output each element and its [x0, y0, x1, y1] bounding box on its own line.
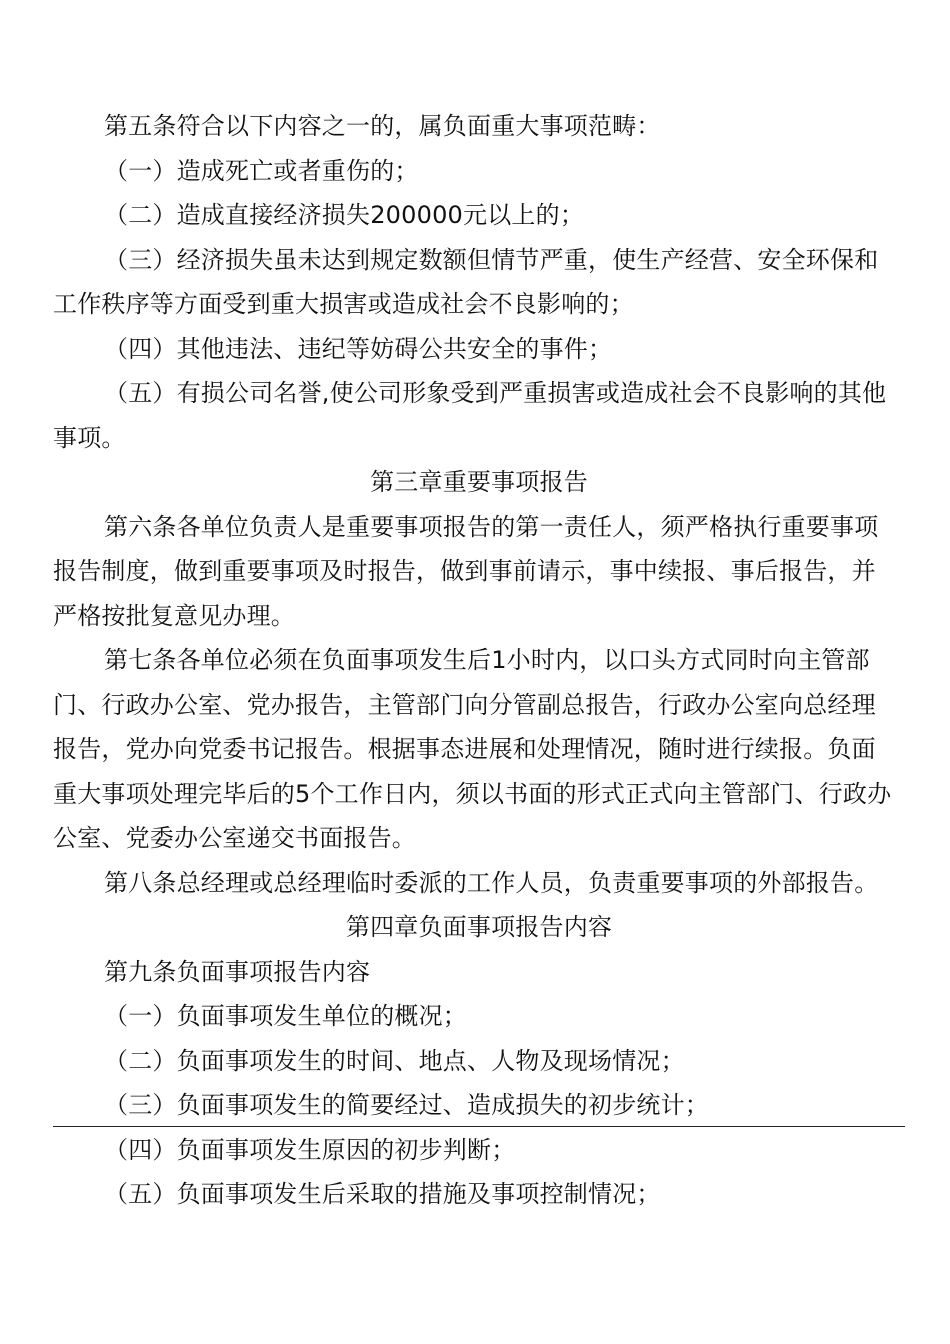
chapter4-heading: 第四章负面事项报告内容 [345, 913, 613, 941]
article5-item4: （四）其他违法、违纪等妨碍公共安全的事件； [104, 334, 613, 363]
article9-item4: （四）负面事项发生原因的初步判断； [104, 1135, 516, 1164]
horizontal-rule [53, 1126, 905, 1127]
article5-item5-line2: 事项。 [53, 423, 126, 452]
document-body [53, 104, 905, 1217]
article9-item1: （一）负面事项发生单位的概况； [104, 1002, 467, 1030]
article6-line2: 报告制度，做到重要事项及时报告，做到事前请示，事中续报、事后报告，并 [53, 557, 876, 585]
article9-item3: （三）负面事项发生的简要经过、造成损失的初步统计； [104, 1091, 709, 1119]
article6-line1: 第六条各单位负责人是重要事项报告的第一责任人，须严格执行重要事项 [104, 512, 879, 541]
article6-line3: 严格按批复意见办理。 [53, 601, 295, 630]
article8-line1: 第八条总经理或总经理临时委派的工作人员，负责重要事项的外部报告。 [104, 868, 879, 897]
article9-item5: （五）负面事项发生后采取的措施及事项控制情况； [104, 1180, 661, 1208]
article5-intro: 第五条符合以下内容之一的，属负面重大事项范畴： [104, 112, 661, 140]
article7-line3: 报告，党办向党委书记报告。根据事态进展和处理情况，随时进行续报。负面 [53, 735, 876, 763]
chapter3-heading: 第三章重要事项报告 [370, 468, 588, 496]
article7-line4: 重大事项处理完毕后的5个工作日内，须以书面的形式正式向主管部门、行政办 [53, 779, 892, 808]
article5-item3-line1: （三）经济损失虽未达到规定数额但情节严重，使生产经营、安全环保和 [104, 245, 879, 274]
article7-line1: 第七条各单位必须在负面事项发生后1小时内，以口头方式同时向主管部 [104, 646, 870, 674]
article9-intro: 第九条负面事项报告内容 [104, 957, 371, 986]
article7-line2: 门、行政办公室、党办报告，主管部门向分管副总报告，行政办公室向总经理 [53, 690, 876, 719]
article5-item3-line2: 工作秩序等方面受到重大损害或造成社会不良影响的； [53, 290, 634, 318]
article5-item1: （一）造成死亡或者重伤的； [104, 156, 419, 185]
article5-item5-line1: （五）有损公司名誉,使公司形象受到严重损害或造成社会不良影响的其他 [104, 379, 887, 407]
article7-line5: 公室、党委办公室递交书面报告。 [53, 824, 416, 852]
article5-item2: （二）造成直接经济损失200000元以上的； [104, 201, 585, 229]
article9-item2: （二）负面事项发生的时间、地点、人物及现场情况； [104, 1046, 685, 1075]
